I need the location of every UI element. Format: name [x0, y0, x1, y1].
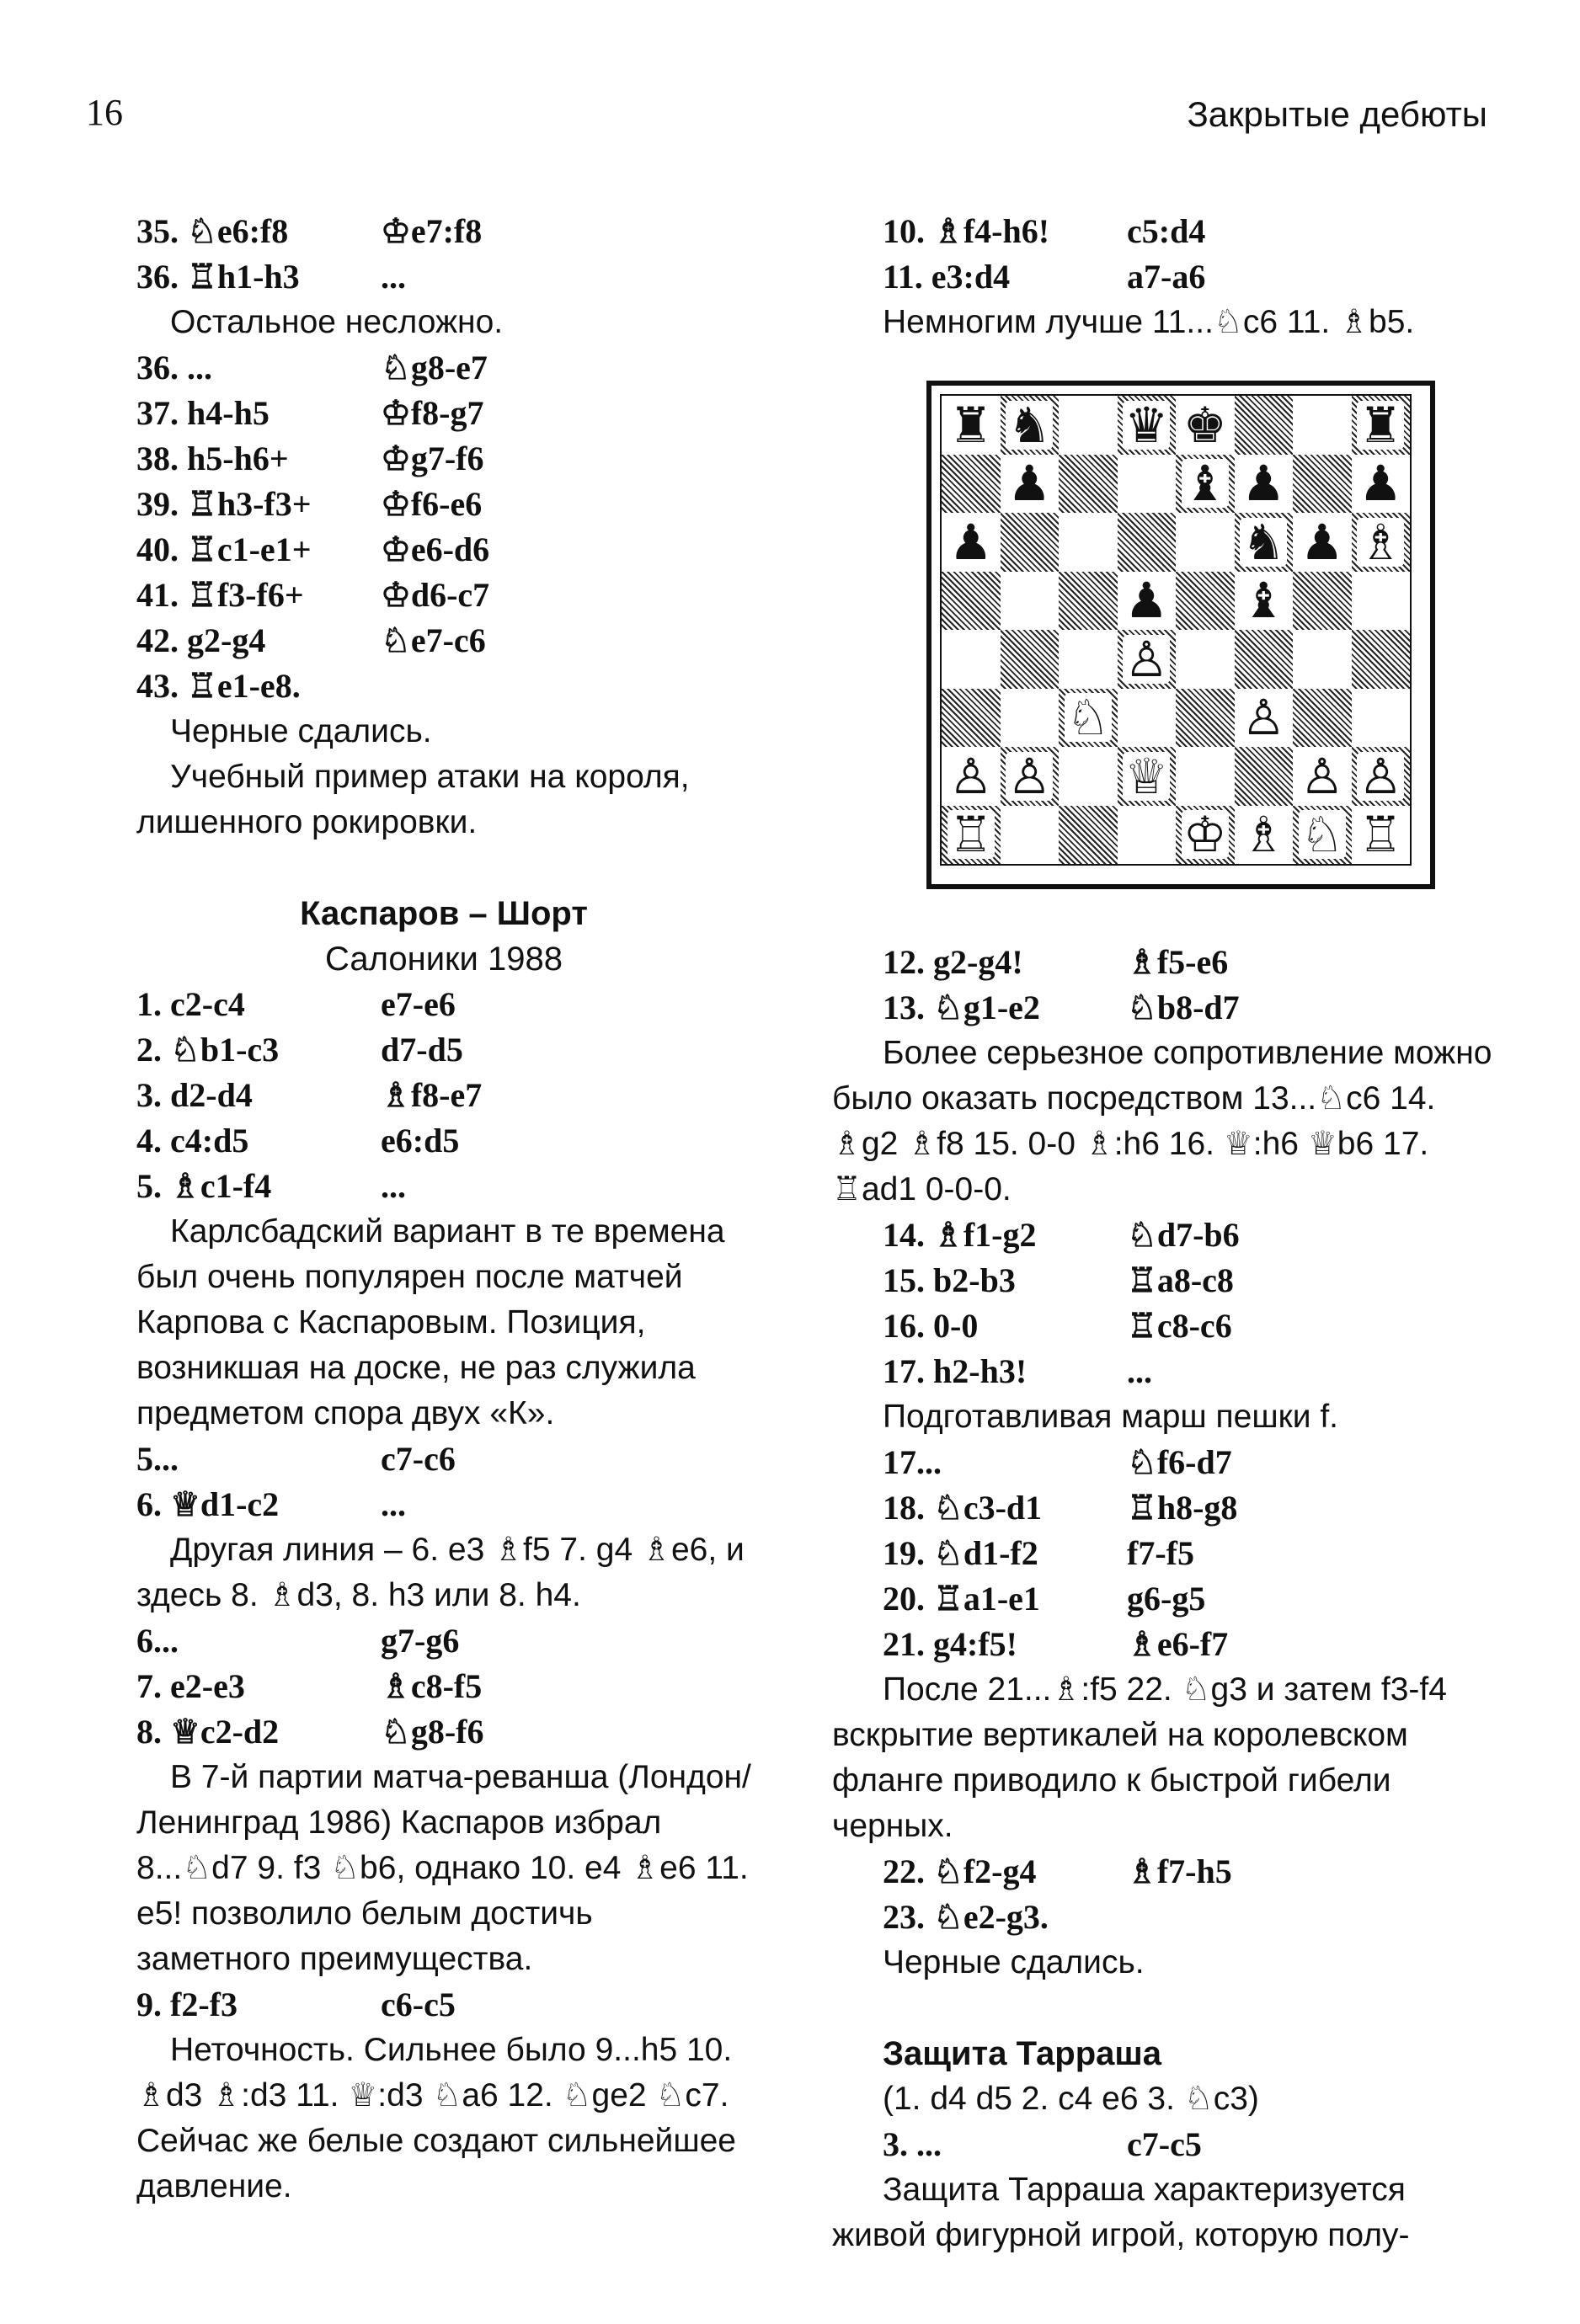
board-square	[1352, 689, 1411, 748]
chess-piece-icon: ♞	[1007, 396, 1052, 454]
moves-block	[136, 1437, 751, 1527]
board-square	[1118, 572, 1177, 631]
move-row	[136, 618, 751, 664]
chess-piece-icon: ♙	[1007, 747, 1052, 805]
chess-piece-icon: ♙	[1241, 689, 1286, 747]
white-move: 35. ♘e6:f8	[136, 212, 289, 250]
board-square	[1176, 572, 1235, 631]
white-move: 36. ♖h1-h3	[136, 258, 300, 296]
board-square	[1235, 572, 1294, 631]
chess-piece-icon: ♗	[1358, 513, 1403, 571]
move-row	[832, 209, 1497, 254]
comment: Другая линия – 6. e3 ♗f5 7. g4 ♗e6, и здесь 8. ♗d3, 8. h3 или 8. h4.	[136, 1532, 745, 1613]
board-square	[1059, 513, 1118, 572]
black-move: ♔e7:f8	[381, 212, 483, 250]
board-square	[1293, 747, 1352, 806]
white-move: 3. ...	[883, 2125, 942, 2163]
white-move: 5. ♗c1-f4	[136, 1167, 272, 1205]
white-move: 13. ♘g1-e2	[883, 989, 1040, 1026]
white-move: 36. ...	[136, 349, 212, 386]
chess-piece-icon: ♖	[1358, 806, 1403, 864]
moves-block	[136, 1982, 751, 2028]
move-row	[136, 209, 751, 254]
black-move: ♖c8-c6	[1127, 1307, 1232, 1345]
board-square	[1293, 630, 1352, 689]
chess-piece-icon: ♟	[1300, 513, 1344, 571]
black-move: ...	[381, 1485, 406, 1523]
board-square	[942, 630, 1001, 689]
black-move	[381, 664, 751, 709]
black-move: ♘f6-d7	[1127, 1443, 1232, 1481]
chess-piece-icon: ♜	[948, 396, 993, 454]
black-move	[1127, 1895, 1497, 1940]
comment: Черные сдались.	[883, 1944, 1145, 1980]
move-row	[832, 940, 1497, 985]
white-move: 10. ♗f4-h6!	[883, 212, 1050, 250]
board-square	[1176, 396, 1235, 455]
board-square	[1059, 747, 1118, 806]
move-row	[136, 1118, 751, 1164]
move-row	[832, 985, 1497, 1031]
board-square	[1293, 806, 1352, 865]
moves-block	[136, 345, 751, 709]
chess-piece-icon: ♘	[1065, 689, 1110, 747]
black-move: e7-e6	[381, 985, 456, 1023]
white-move: 39. ♖h3-f3+	[136, 485, 312, 523]
board-square	[1176, 689, 1235, 748]
board-square	[942, 455, 1001, 514]
board-square	[1176, 747, 1235, 806]
section-title: Защита Тарраша	[883, 2035, 1161, 2072]
move-row	[832, 1485, 1497, 1531]
move-row	[832, 1303, 1497, 1349]
move-row	[832, 1349, 1497, 1394]
board-square	[1293, 455, 1352, 514]
move-row	[136, 1482, 751, 1527]
black-move: ♗e6-f7	[1127, 1625, 1229, 1663]
board-square	[1293, 513, 1352, 572]
chess-piece-icon: ♟	[1007, 455, 1052, 513]
black-move: ♘e7-c6	[381, 621, 486, 659]
board-square	[1352, 572, 1411, 631]
move-row	[832, 2122, 1497, 2167]
move-row	[136, 664, 751, 709]
move-row	[136, 391, 751, 436]
white-move: 9. f2-f3	[136, 1986, 238, 2023]
white-move: 37. h4-h5	[136, 394, 270, 432]
comment: Учебный пример атаки на короля, лишенного рокировки.	[136, 759, 690, 840]
black-move: g7-g6	[381, 1622, 460, 1660]
black-move: d7-d5	[381, 1031, 463, 1069]
white-move: 20. ♖a1-e1	[883, 1580, 1040, 1618]
comment: Остальное несложно.	[170, 304, 504, 340]
white-move: 6...	[136, 1622, 179, 1660]
board-square	[1059, 806, 1118, 865]
running-title: Закрытые дебюты	[1187, 94, 1487, 134]
board-square	[942, 689, 1001, 748]
chess-piece-icon: ♟	[1124, 572, 1169, 630]
board-square	[1352, 806, 1411, 865]
board-square	[1118, 630, 1177, 689]
board-square	[1118, 689, 1177, 748]
move-row	[136, 1982, 751, 2028]
white-move: 41. ♖f3-f6+	[136, 576, 304, 614]
board-square	[1001, 747, 1060, 806]
white-move: 40. ♖c1-e1+	[136, 530, 312, 568]
white-move: 5...	[136, 1440, 179, 1478]
black-move: ♗f8-e7	[381, 1076, 483, 1114]
comment: Более серьезное сопротивление можно было оказать посредством 13...♘c6 14. ♗g2 ♗f8 15. 0-0 ♗:h6 16. ♕:h6 ♕b6 17. ♖ad1 0-0-0.	[832, 1035, 1492, 1207]
chess-piece-icon: ♝	[1241, 572, 1286, 630]
board-square	[942, 747, 1001, 806]
move-row	[136, 982, 751, 1027]
board-square	[1118, 806, 1177, 865]
moves-block	[832, 1440, 1497, 1667]
white-move: 38. h5-h6+	[136, 440, 289, 477]
white-move: 18. ♘c3-d1	[883, 1489, 1043, 1527]
board-square	[1176, 455, 1235, 514]
board-square	[1118, 396, 1177, 455]
move-row	[832, 1213, 1497, 1258]
board-square	[1001, 396, 1060, 455]
board-square	[1235, 455, 1294, 514]
black-move: ♖h8-g8	[1127, 1489, 1238, 1527]
white-move: 42. g2-g4	[136, 621, 266, 659]
chess-diagram	[926, 381, 1435, 889]
move-row	[136, 1027, 751, 1073]
move-row	[136, 573, 751, 618]
left-column	[136, 209, 751, 2209]
board-square	[1352, 455, 1411, 514]
move-row	[832, 254, 1497, 300]
move-row	[136, 1437, 751, 1482]
black-move: ♔e6-d6	[381, 530, 490, 568]
board-square	[942, 572, 1001, 631]
move-row	[832, 1622, 1497, 1667]
moves-block	[832, 940, 1497, 1031]
board-square	[1176, 806, 1235, 865]
game-title: Каспаров – Шорт	[300, 895, 588, 932]
chess-piece-icon: ♗	[1241, 806, 1286, 864]
comment: В 7-й партии матча-реванша (Лондон/Ленинград 1986) Каспаров избрал 8...♘d7 9. f3 ♘b6, однако 10. e4 ♗e6 11. e5! позволило белым достичь заметного преимущества.	[136, 1759, 751, 1977]
moves-block	[832, 1213, 1497, 1394]
page-number: 16	[86, 92, 123, 133]
board-square	[1001, 806, 1060, 865]
board-square	[1118, 455, 1177, 514]
board-square	[942, 396, 1001, 455]
board-square	[1176, 513, 1235, 572]
black-move: ♖a8-c8	[1127, 1261, 1234, 1299]
black-move: ♔g7-f6	[381, 440, 484, 477]
chess-piece-icon: ♙	[1300, 747, 1344, 805]
black-move: g6-g5	[1127, 1580, 1206, 1618]
comment: После 21...♗:f5 22. ♘g3 и затем f3-f4 вскрытие вертикалей на королевском фланге приводило к быстрой гибели черных.	[832, 1671, 1447, 1844]
board-square	[1059, 455, 1118, 514]
board-square	[1001, 455, 1060, 514]
section-line: (1. d4 d5 2. c4 e6 3. ♘c3)	[883, 2081, 1259, 2117]
comment: Защита Тарраша характеризуется живой фигурной игрой, которую полу-	[832, 2172, 1410, 2253]
chess-piece-icon: ♘	[1300, 806, 1344, 864]
black-move: ♗f7-h5	[1127, 1852, 1232, 1890]
move-row	[136, 1709, 751, 1755]
white-move: 19. ♘d1-f2	[883, 1534, 1038, 1572]
black-move: a7-a6	[1127, 258, 1206, 296]
board-square	[942, 513, 1001, 572]
comment: Немногим лучше 11...♘c6 11. ♗b5.	[883, 304, 1415, 340]
chess-piece-icon: ♞	[1241, 513, 1286, 571]
white-move: 3. d2-d4	[136, 1076, 253, 1114]
chess-piece-icon: ♝	[1182, 455, 1227, 513]
move-row	[136, 482, 751, 527]
board-square	[1352, 630, 1411, 689]
white-move: 14. ♗f1-g2	[883, 1216, 1037, 1254]
move-row	[136, 1618, 751, 1664]
board-square	[1235, 689, 1294, 748]
move-row	[136, 1664, 751, 1709]
board-square	[1235, 396, 1294, 455]
move-row	[832, 1440, 1497, 1485]
black-move: ♗c8-f5	[381, 1667, 483, 1705]
chess-piece-icon: ♔	[1182, 806, 1227, 864]
board-square	[1293, 572, 1352, 631]
black-move: ...	[1127, 1352, 1152, 1390]
black-move: ♘g8-f6	[381, 1713, 484, 1751]
black-move: c7-c6	[381, 1440, 456, 1478]
black-move: ♘d7-b6	[1127, 1216, 1240, 1254]
white-move: 23. ♘e2-g3.	[883, 1898, 1049, 1936]
board-square	[1001, 572, 1060, 631]
white-move: 6. ♕d1-c2	[136, 1485, 280, 1523]
board-square	[1235, 747, 1294, 806]
white-move: 17...	[883, 1443, 942, 1481]
chess-piece-icon: ♜	[1358, 396, 1403, 454]
chess-piece-icon: ♟	[1358, 455, 1403, 513]
move-row	[136, 1164, 751, 1209]
board-square	[1001, 689, 1060, 748]
chess-piece-icon: ♙	[1358, 747, 1403, 805]
chess-piece-icon: ♛	[1124, 396, 1169, 454]
board-square	[1352, 747, 1411, 806]
board-square	[1059, 572, 1118, 631]
white-move: 43. ♖e1-e8.	[136, 667, 301, 705]
board-square	[1118, 513, 1177, 572]
white-move: 7. e2-e3	[136, 1667, 245, 1705]
black-move: ♘g8-e7	[381, 349, 488, 386]
board-square	[1235, 630, 1294, 689]
move-row	[832, 1849, 1497, 1895]
black-move: e6:d5	[381, 1122, 460, 1159]
white-move: 22. ♘f2-g4	[883, 1852, 1037, 1890]
right-column	[832, 209, 1497, 2258]
chess-piece-icon: ♚	[1182, 396, 1227, 454]
white-move: 8. ♕c2-d2	[136, 1713, 280, 1751]
board-square	[1001, 513, 1060, 572]
moves-block	[832, 1849, 1497, 1940]
comment: Неточность. Сильнее было 9...h5 10. ♗d3 ♗:d3 11. ♕:d3 ♘a6 12. ♘ge2 ♘c7. Сейчас же белые создают сильнейшее давление.	[136, 2032, 736, 2204]
chess-piece-icon: ♕	[1124, 747, 1169, 805]
moves-block	[136, 209, 751, 300]
move-row	[136, 254, 751, 300]
board-square	[1352, 396, 1411, 455]
black-move: ♔f6-e6	[381, 485, 483, 523]
white-move: 21. g4:f5!	[883, 1625, 1017, 1663]
board-square	[942, 806, 1001, 865]
white-move: 16. 0-0	[883, 1307, 979, 1345]
black-move: f7-f5	[1127, 1534, 1194, 1572]
move-row	[832, 1531, 1497, 1576]
chess-piece-icon: ♟	[1241, 455, 1286, 513]
comment: Черные сдались.	[170, 713, 432, 749]
white-move: 2. ♘b1-c3	[136, 1031, 280, 1069]
black-move: ♘b8-d7	[1127, 989, 1240, 1026]
chess-piece-icon: ♟	[948, 513, 993, 571]
white-move: 12. g2-g4!	[883, 943, 1023, 981]
black-move: c6-c5	[381, 1986, 456, 2023]
comment: Карлсбадский вариант в те времена был очень популярен после матчей Карпова с Каспаровым. Позиция, возникшая на доске, не раз служила предметом спора двух «К».	[136, 1213, 725, 1431]
board-square	[1001, 630, 1060, 689]
board-square	[1059, 689, 1118, 748]
board-square	[1059, 630, 1118, 689]
game-place: Салоники 1988	[325, 941, 563, 978]
moves-block	[136, 1618, 751, 1755]
comment: Подготавливая марш пешки f.	[883, 1399, 1338, 1435]
move-row	[832, 1895, 1497, 1940]
move-row	[136, 345, 751, 391]
board-square	[1293, 689, 1352, 748]
chess-piece-icon: ♖	[948, 806, 993, 864]
black-move: ...	[381, 1167, 406, 1205]
moves-block	[832, 2122, 1497, 2167]
move-row	[136, 1073, 751, 1118]
move-row	[136, 436, 751, 482]
board-square	[1235, 806, 1294, 865]
move-row	[832, 1576, 1497, 1622]
chess-piece-icon: ♙	[1124, 630, 1169, 688]
moves-block	[136, 982, 751, 1209]
white-move: 15. b2-b3	[883, 1261, 1016, 1299]
white-move: 11. e3:d4	[883, 258, 1011, 296]
white-move: 4. c4:d5	[136, 1122, 249, 1159]
black-move: ♗f5-e6	[1127, 943, 1229, 981]
board-square	[1293, 396, 1352, 455]
black-move: ♔f8-g7	[381, 394, 484, 432]
board-square	[1176, 630, 1235, 689]
board-square	[1235, 513, 1294, 572]
move-row	[832, 1258, 1497, 1303]
white-move: 17. h2-h3!	[883, 1352, 1028, 1390]
chess-board	[940, 394, 1412, 866]
white-move: 1. c2-c4	[136, 985, 245, 1023]
chess-piece-icon: ♙	[948, 747, 993, 805]
board-square	[1118, 747, 1177, 806]
move-row	[136, 527, 751, 573]
black-move: c5:d4	[1127, 212, 1206, 250]
moves-block	[832, 209, 1497, 300]
black-move: ♔d6-c7	[381, 576, 490, 614]
board-square	[1352, 513, 1411, 572]
black-move: ...	[381, 258, 406, 296]
board-square	[1059, 396, 1118, 455]
black-move: c7-c5	[1127, 2125, 1202, 2163]
